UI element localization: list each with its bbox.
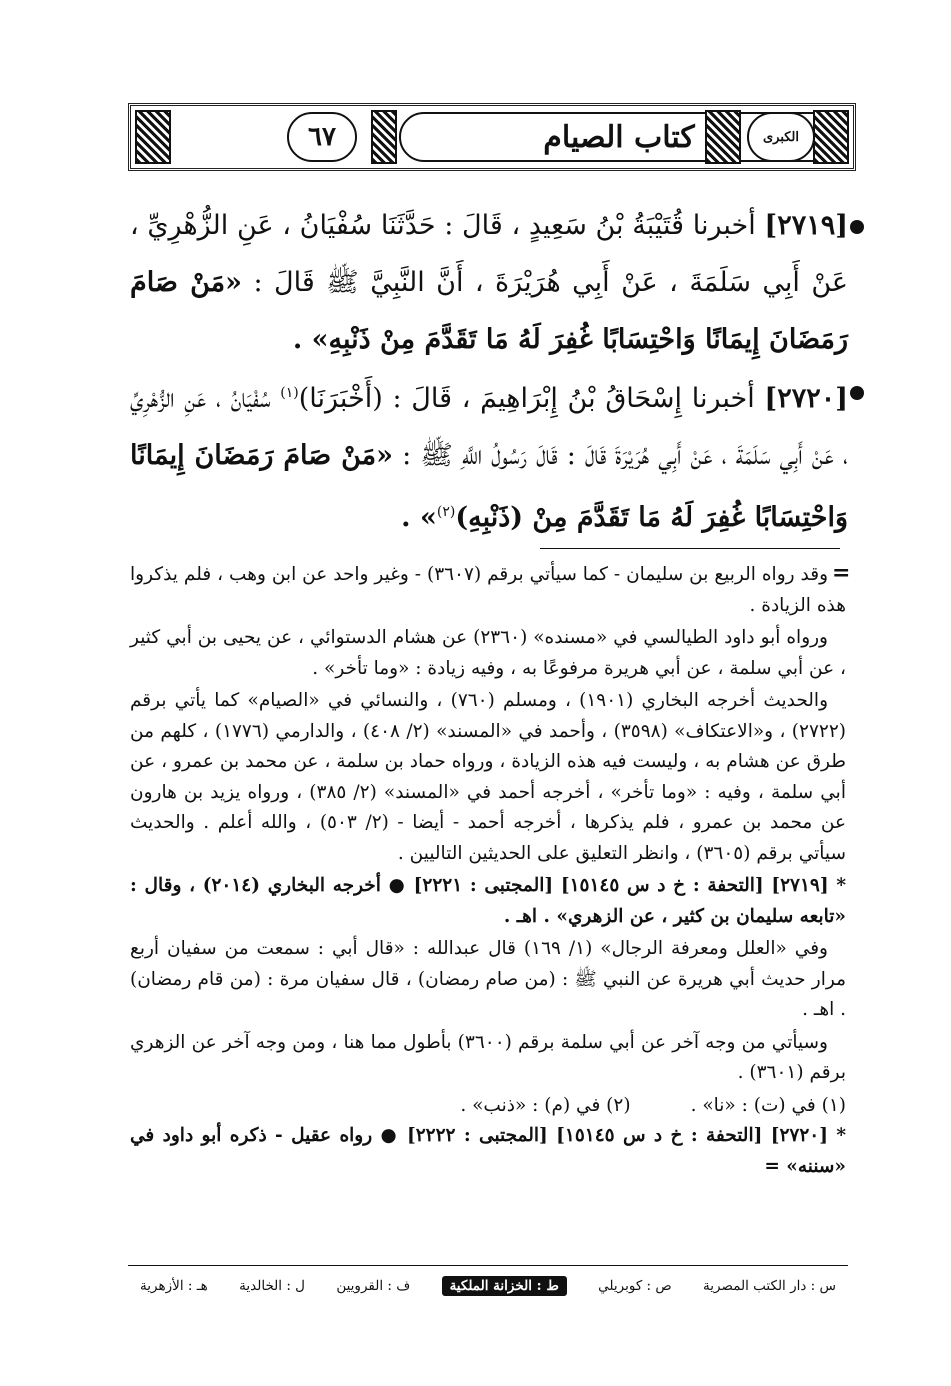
note-paragraph: وقد رواه الربيع بن سليمان - كما سيأتي برقم (٣٦٠٧) - وغير واحد عن ابن وهب ، فلم يذكروا هذه الزيادة . — [130, 564, 846, 616]
source-s: س : دار الكتب المصرية — [703, 1278, 836, 1294]
book-logo: الكبرى — [747, 112, 815, 162]
source-lam: ل : الخالدية — [239, 1278, 305, 1294]
hadith-matn-end: » . — [401, 502, 437, 533]
footnote-row — [130, 1091, 846, 1122]
hadith-number: [٢٧١٩] — [764, 210, 848, 241]
page-header-banner — [128, 103, 856, 171]
hadith-isnad-continued: سُفْيَانُ ، عَنِ الزُّهْرِيِّ ، عَنْ أَبِي سَلَمَةَ ، عَنْ أَبِي هُرَيْرَةَ قَالَ : قَالَ رَسُولُ اللَّهِ ﷺ : — [130, 383, 849, 471]
takhrij-2720: * [٢٧٢٠] [التحفة : خ د س ١٥١٤٥] [المجتبى : ٢٢٢٢] ● رواه عقيل - ذكره أبو داود في «سننه» = — [130, 1125, 847, 1177]
ornament-left-inner — [371, 110, 397, 164]
note-paragraph: والحديث أخرجه البخاري (١٩٠١) ، ومسلم (٧٦٠) ، والنسائي في «الصيام» كما يأتي برقم (٢٧٢٢) ، و«الاعتكاف» (٣٥٩٨) ، وأحمد في «المسند» (٢/ ٤٠٨) ، والدارمي (١٧٧٦) ، كلهم من طرق عن هشام به ، وليست فيه هذه الزيادة ، ورواه حماد بن سلمة ، عن محمد بن عمرو ، عن أبي سلمة ، وفيه : «وما تأخر» ، أخرجه أحمد في «المسند» (٢/ ٣٨٥) ، ورواه يزيد بن هارون عن محمد بن عمرو ، فلم يذكرها ، أخرجه أحمد - أيضا - (٢/ ٥٠٣) ، والله أعلم . والحديث سيأتي برقم (٣٦٠٥) ، وانظر التعليق على الحديثين التاليين . — [130, 690, 846, 864]
note-paragraph: ورواه أبو داود الطيالسي في «مسنده» (٢٣٦٠) عن هشام الدستوائي ، عن يحيى بن أبي كثير ، عن أبي سلمة ، عن أبي هريرة مرفوعًا به ، وفيه زيادة : «وما تأخر» . — [130, 627, 846, 679]
bullet-icon — [850, 220, 864, 234]
manuscript-sources — [140, 1276, 836, 1296]
source-ta-highlighted: ط : الخزانة الملكية — [442, 1276, 567, 1296]
note-paragraph: وسيأتي من وجه آخر عن أبي سلمة برقم (٣٦٠٠) بأطول مما هنا ، ومن وجه آخر عن الزهري برقم (٣٦٠١) . — [130, 1031, 846, 1083]
footnote-divider — [540, 548, 840, 549]
bullet-icon — [850, 386, 864, 400]
hadith-2719 — [130, 197, 848, 368]
footnote-1: (١) في (ت) : «نا» . — [690, 1094, 846, 1116]
footnote-ref: (١) — [280, 385, 299, 401]
note-paragraph: وفي «العلل ومعرفة الرجال» (١/ ١٦٩) قال عبدالله : «قال أبي : سمعت من سفيان أربع مرار حديث أبي هريرة عن النبي ﷺ : (من صام رمضان) ، قال سفيان مرة : (من قام رمضان) . اهـ . — [130, 938, 846, 1020]
continuation-mark: = — [832, 560, 851, 586]
sources-divider — [128, 1265, 848, 1266]
footnote-2: (٢) في (م) : «ذنب» . — [460, 1094, 631, 1116]
source-fa: ف : القرويين — [336, 1278, 411, 1294]
ornament-left-outer — [135, 110, 171, 164]
hadith-isnad: أخبرنا قُتَيْبَةُ بْنُ سَعِيدٍ ، قَالَ : حَدَّثَنَا سُفْيَانُ ، عَنِ الزُّهْرِيِّ ، عَنْ أَبِي سَلَمَةَ ، عَنْ أَبِي هُرَيْرَةَ ، أَنَّ النَّبِيَّ ﷺ قَالَ : — [130, 210, 848, 298]
source-sad: ص : كوبريلي — [598, 1278, 672, 1294]
ornament-right-outer — [813, 110, 849, 164]
hadith-number: [٢٧٢٠] — [764, 383, 848, 414]
hadith-2720 — [130, 365, 848, 546]
footnotes-section — [130, 560, 846, 1184]
hadith-matn: «مَنْ صَامَ رَمَضَانَ إِيمَانًا وَاحْتِسَابًا غُفِرَ لَهُ مَا تَقَدَّمَ مِنْ ذَنْبِهِ» . — [130, 267, 848, 355]
page-number: ٦٧ — [287, 112, 357, 162]
ornament-right-inner — [705, 110, 741, 164]
hadith-isnad: أخبرنا إِسْحَاقُ بْنُ إِبْرَاهِيمَ ، قَالَ : (أَخْبَرَنَا) — [298, 383, 755, 414]
takhrij-2719: * [٢٧١٩] [التحفة : خ د س ١٥١٤٥] [المجتبى : ٢٢٢١] ● أخرجه البخاري (٢٠١٤) ، وقال : «تابعه سليمان بن كثير ، عن الزهري» . اهـ . — [130, 875, 846, 927]
hadith-matn: «مَنْ صَامَ رَمَضَانَ إِيمَانًا وَاحْتِسَابًا غُفِرَ لَهُ مَا تَقَدَّمَ مِنْ (ذَنْبِهِ) — [130, 440, 848, 533]
footnote-ref: (٢) — [436, 504, 456, 520]
chapter-title: كتاب الصيام — [399, 112, 839, 162]
source-ha: هـ : الأزهرية — [140, 1278, 208, 1294]
